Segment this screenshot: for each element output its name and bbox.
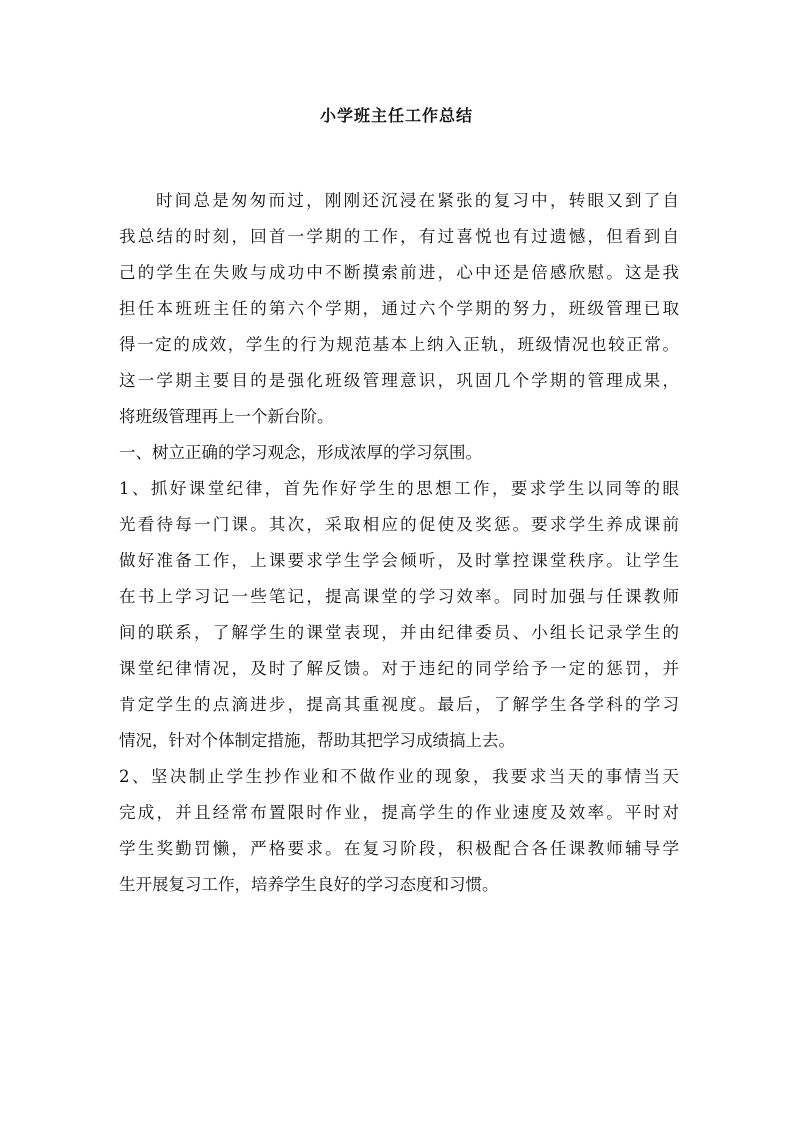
body-line: 我总结的时刻，回首一学期的工作，有过喜悦也有过遗憾，但看到自 [119, 227, 679, 246]
body-line: 生开展复习工作，培养学生良好的学习态度和习惯。 [119, 875, 499, 894]
body-line: 肯定学生的点滴进步，提高其重视度。最后，了解学生各学科的学习 [119, 695, 679, 714]
body-line: 学生奖勤罚懒，严格要求。在复习阶段，积极配合各任课教师辅导学 [119, 839, 679, 858]
body-line: 将班级管理再上一个新台阶。 [119, 407, 334, 426]
body-line: 1、抓好课堂纪律，首先作好学生的思想工作，要求学生以同等的眼 [119, 479, 679, 498]
section-heading: 一、树立正确的学习观念，形成浓厚的学习氛围。 [119, 443, 482, 462]
body-line: 得一定的成效，学生的行为规范基本上纳入正轨，班级情况也较正常。 [119, 335, 679, 354]
body-line: 完成，并且经常布置限时作业，提高学生的作业速度及效率。平时对 [119, 803, 679, 822]
body-line: 担任本班班主任的第六个学期，通过六个学期的努力，班级管理已取 [119, 299, 679, 318]
body-line: 间的联系，了解学生的课堂表现，并由纪律委员、小组长记录学生的 [119, 623, 679, 642]
document-title: 小学班主任工作总结 [319, 106, 473, 125]
body-line: 时间总是匆匆而过，刚刚还沉浸在紧张的复习中，转眼又到了自 [156, 191, 679, 210]
body-line: 己的学生在失败与成功中不断摸索前进，心中还是倍感欣慰。这是我 [119, 263, 679, 282]
document-body [119, 183, 679, 903]
body-line: 2、坚决制止学生抄作业和不做作业的现象，我要求当天的事情当天 [119, 767, 679, 786]
body-line: 情况，针对个体制定措施，帮助其把学习成绩搞上去。 [119, 731, 515, 750]
body-line: 课堂纪律情况，及时了解反馈。对于违纪的同学给予一定的惩罚，并 [119, 659, 679, 678]
body-line: 这一学期主要目的是强化班级管理意识，巩固几个学期的管理成果， [119, 371, 679, 390]
body-line: 在书上学习记一些笔记，提高课堂的学习效率。同时加强与任课教师 [119, 587, 679, 606]
body-line: 光看待每一门课。其次，采取相应的促使及奖惩。要求学生养成课前 [119, 515, 679, 534]
body-line: 做好准备工作，上课要求学生学会倾听，及时掌控课堂秩序。让学生 [119, 551, 679, 570]
